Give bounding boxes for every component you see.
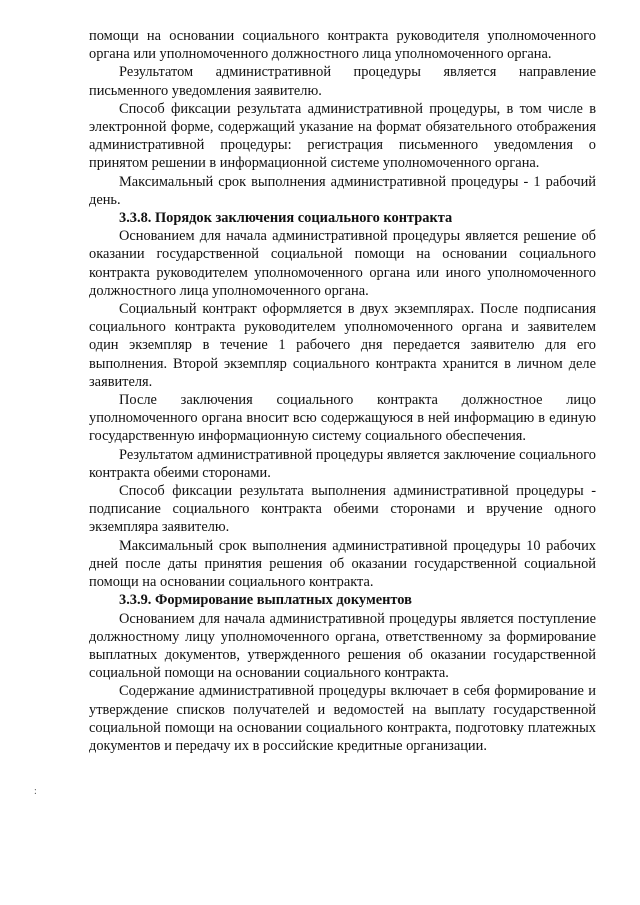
- paragraph: Максимальный срок выполнения административной процедуры - 1 рабочий день.: [89, 173, 596, 208]
- paragraph: Основанием для начала административной процедуры является поступление должностному лицу уполномоченного органа, ответственному за формирование выплатных документов, утвержденного решения об оказании государственной социальной помощи на основании социального контракта.: [89, 610, 596, 682]
- paragraph: Основанием для начала административной процедуры является решение об оказании государственной социальной помощи на основании социального контракта руководителем уполномоченного органа или иного уполномоченного должностного лица уполномоченного органа.: [89, 228, 596, 299]
- paragraph: После заключения социального контракта должностное лицо уполномоченного органа вносит всю содержащуюся в ней информацию в единую государственную информационную систему социального обеспечения.: [89, 392, 596, 445]
- paragraph: Способ фиксации результата выполнения административной процедуры - подписание социального контракта обеими сторонами и вручение одного экземпляра заявителю.: [89, 483, 596, 536]
- paragraph: Социальный контракт оформляется в двух экземплярах. После подписания социального контракта руководителем уполномоченного органа и заявителем один экземпляр в течение 1 рабочего дня передается заявителю для его выполнения. Второй экземпляр социального контракта хранится в личном деле заявителя.: [89, 301, 596, 390]
- paragraph: Максимальный срок выполнения административной процедуры 10 рабочих дней после даты принятия решения об оказании государственной социальной помощи на основании социального контракта.: [89, 537, 596, 591]
- section-heading-3-3-9: 3.3.9. Формирование выплатных документов: [119, 592, 412, 609]
- paragraph: Содержание административной процедуры включает в себя формирование и утверждение списков получателей и ведомостей на выплату государственной социальной помощи на основании социального контракта, подготовку платежных документов и передачу их в российские кредитные организации.: [89, 683, 596, 754]
- section-heading-3-3-8: 3.3.8. Порядок заключения социального контракта: [119, 210, 453, 227]
- paragraph: помощи на основании социального контракта руководителя уполномоченного органа или уполномоченного должностного лица уполномоченного органа.: [89, 28, 596, 63]
- paragraph: Результатом административной процедуры является заключение социального контракта обеими сторонами.: [89, 446, 596, 481]
- paragraph: Результатом административной процедуры является направление письменного уведомления заявителю.: [89, 64, 596, 99]
- margin-mark: :: [34, 786, 37, 797]
- document-body: [89, 27, 596, 755]
- paragraph: Способ фиксации результата административной процедуры, в том числе в электронной форме, содержащий указание на формат обязательного отображения административной процедуры: регистрация письменного уведомления о принятом решении в информационной системе уполномоченного органа.: [89, 100, 596, 172]
